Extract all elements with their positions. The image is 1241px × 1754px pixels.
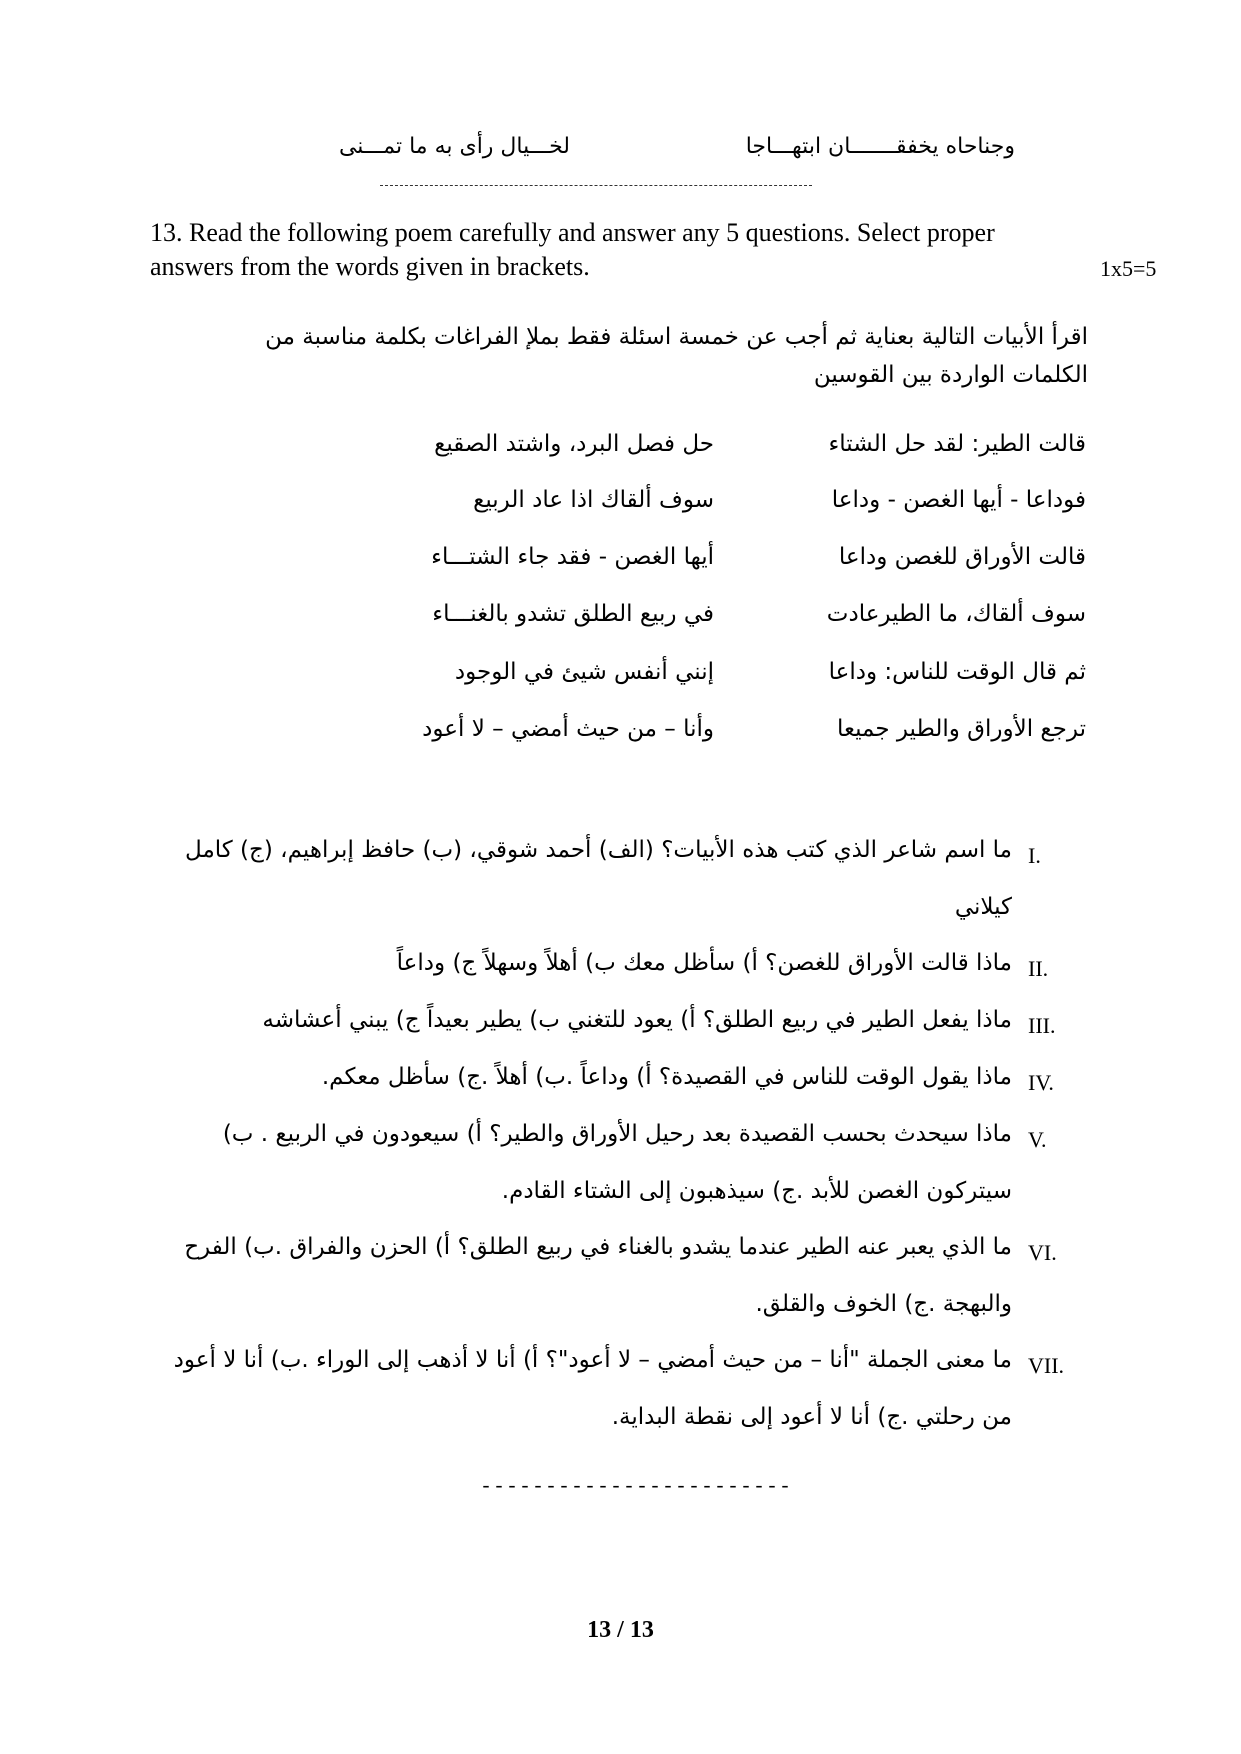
question-13-instruction-arabic: اقرأ الأبيات التالية بعناية ثم أجب عن خمسة اسئلة فقط بملإ الفراغات بكلمة مناسبة من الكلمات الواردة بين القوسين bbox=[265, 324, 1088, 388]
poem-verse-right: قالت الطير: لقد حل الشتاء bbox=[828, 431, 1086, 457]
separator-line bbox=[380, 185, 812, 186]
question-text: ما الذي يعبر عنه الطير عندما يشدو بالغناء في ربيع الطلق؟ أ) الحزن والفراق .ب) الفرح والبهجة .ج) الخوف والقلق. bbox=[184, 1234, 1012, 1317]
poem-verse-left: وأنا – من حيث أمضي – لا أعود bbox=[422, 716, 714, 742]
previous-verse-right: وجناحاه يخفقـــــــان ابتهـــاجا bbox=[745, 134, 1015, 159]
question-number: II. bbox=[1028, 956, 1049, 981]
page-number: 13 / 13 bbox=[587, 1617, 654, 1643]
poem-verse-right: سوف ألقاك، ما الطيرعادت bbox=[826, 601, 1086, 627]
end-separator: ------------------------ bbox=[480, 1476, 793, 1499]
question-text: ما معنى الجملة "أنا – من حيث أمضي – لا أعود"؟ أ) أنا لا أذهب إلى الوراء .ب) أنا لا أعود من رحلتي .ج) أنا لا أعود إلى نقطة البداية. bbox=[173, 1347, 1012, 1430]
poem-verse-right: قالت الأوراق للغصن وداعا bbox=[838, 544, 1086, 570]
poem-verse-left: سوف ألقاك اذا عاد الربيع bbox=[473, 487, 714, 513]
poem-verse-left: في ربيع الطلق تشدو بالغنـــاء bbox=[432, 601, 714, 627]
question-number: I. bbox=[1028, 843, 1041, 868]
poem-verse-left: أيها الغصن - فقد جاء الشتـــاء bbox=[431, 544, 714, 570]
question-13-prompt: 13. Read the following poem carefully and answer any 5 questions. Select proper answers from the words given in brackets. bbox=[150, 218, 995, 281]
poem-verse-right: ترجع الأوراق والطير جميعا bbox=[836, 716, 1086, 742]
question-number: VII. bbox=[1028, 1353, 1065, 1378]
question-text: ماذا يقول الوقت للناس في القصيدة؟ أ) وداعاً .ب) أهلاً .ج) سأظل معكم. bbox=[321, 1064, 1012, 1090]
question-number: III. bbox=[1028, 1013, 1056, 1038]
poem-verse-left: حل فصل البرد، واشتد الصقيع bbox=[434, 431, 714, 457]
question-text: ماذا قالت الأوراق للغصن؟ أ) سأظل معك ب) أهلاً وسهلاً ج) وداعاً bbox=[396, 950, 1012, 976]
previous-verse-left: لخـــيال رأى به ما تمـــنى bbox=[338, 134, 570, 159]
poem-verse-left: إنني أنفس شيئ في الوجود bbox=[454, 659, 714, 685]
poem-verse-right: فوداعا - أيها الغصن - وداعا bbox=[831, 487, 1086, 513]
question-text: ما اسم شاعر الذي كتب هذه الأبيات؟ (الف) أحمد شوقي، (ب) حافظ إبراهيم، (ج) كامل كيلاني bbox=[185, 837, 1012, 920]
poem-verse-right: ثم قال الوقت للناس: وداعا bbox=[828, 659, 1086, 685]
question-number: VI. bbox=[1028, 1240, 1057, 1265]
question-number: V. bbox=[1028, 1127, 1047, 1152]
question-text: ماذا يفعل الطير في ربيع الطلق؟ أ) يعود للتغني ب) يطير بعيداً ج) يبني أعشاشه bbox=[262, 1007, 1012, 1033]
question-text: ماذا سيحدث بحسب القصيدة بعد رحيل الأوراق والطير؟ أ) سيعودون في الربيع . ب) سيتركون الغصن للأبد .ج) سيذهبون إلى الشتاء القادم. bbox=[222, 1121, 1012, 1204]
question-13-marks: 1x5=5 bbox=[1100, 256, 1157, 281]
question-number: IV. bbox=[1028, 1070, 1054, 1095]
